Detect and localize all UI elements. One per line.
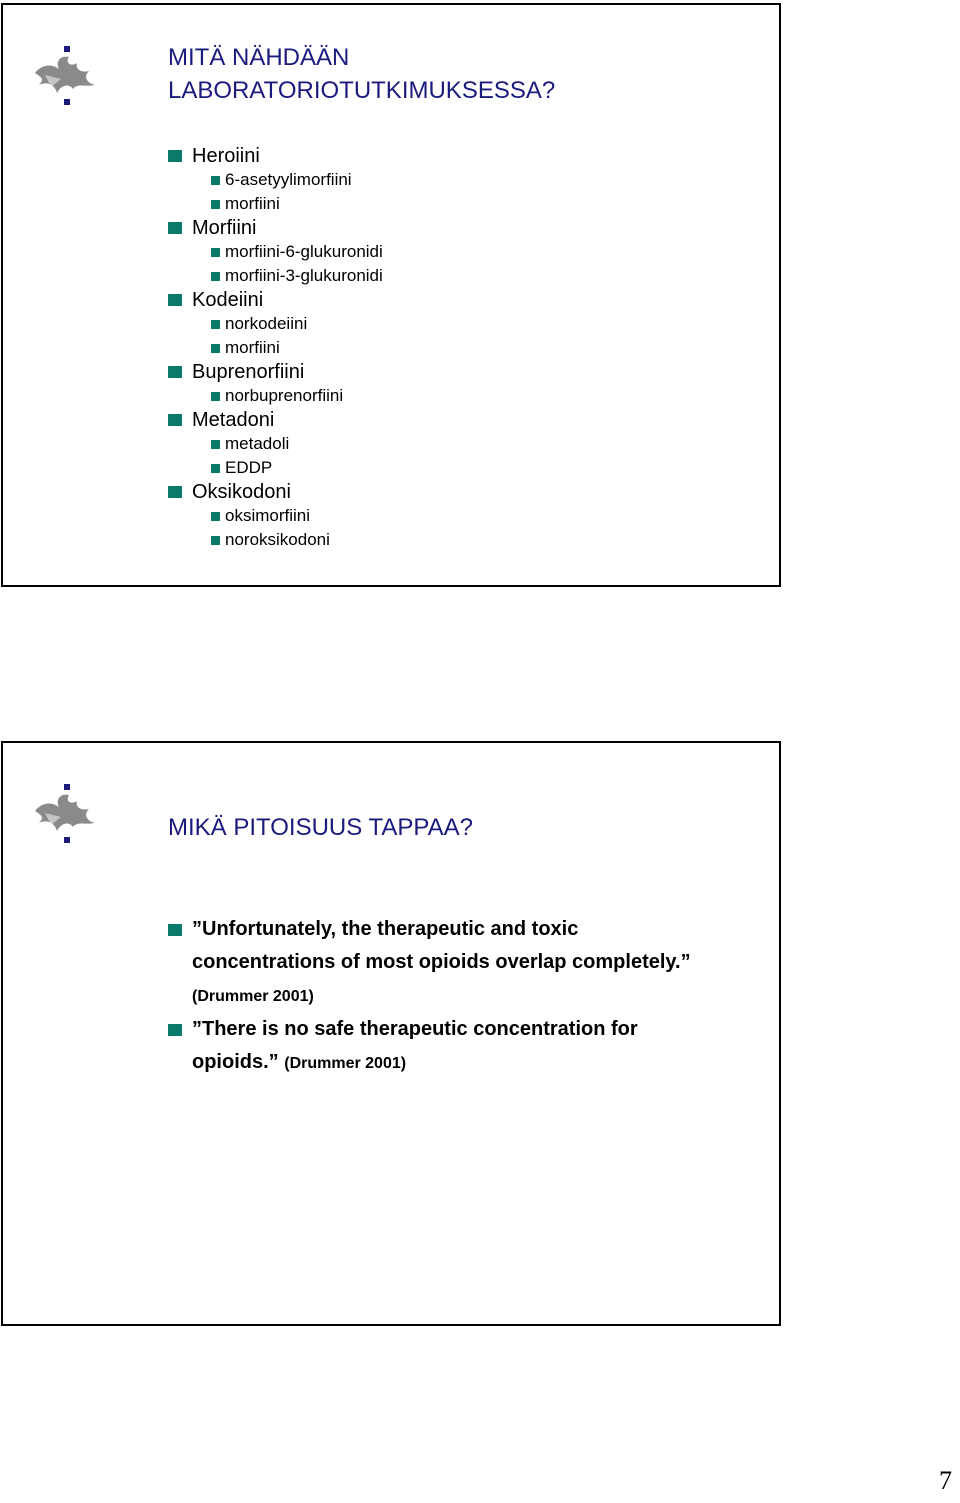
list-item: norbuprenorfiini <box>168 384 383 408</box>
list-item: morfiini <box>168 192 383 216</box>
bullet-square-icon <box>168 222 182 234</box>
list-item: 6-asetyylimorfiini <box>168 168 383 192</box>
list-item: morfiini-6-glukuronidi <box>168 240 383 264</box>
quote-list <box>168 913 748 1080</box>
quote-line: concentrations of most opioids overlap completely.” <box>192 951 691 973</box>
slide-2 <box>1 741 781 1326</box>
bullet-list <box>168 144 383 552</box>
university-flame-logo-icon <box>31 43 99 111</box>
bullet-square-icon <box>168 1024 182 1036</box>
quote-line: ”Unfortunately, the therapeutic and toxic <box>192 918 579 940</box>
bullet-square-icon <box>211 392 220 401</box>
university-flame-logo-icon <box>31 781 99 849</box>
bullet-square-icon <box>168 924 182 936</box>
quote-item <box>168 913 748 1013</box>
list-item: metadoli <box>168 432 383 456</box>
quote-item <box>168 1013 748 1080</box>
quote-line: opioids.” <box>192 1051 279 1073</box>
bullet-square-icon <box>211 344 220 353</box>
bullet-square-icon <box>211 176 220 185</box>
bullet-square-icon <box>168 150 182 162</box>
bullet-square-icon <box>168 366 182 378</box>
bullet-square-icon <box>168 294 182 306</box>
bullet-square-icon <box>211 272 220 281</box>
list-item: morfiini <box>168 336 383 360</box>
bullet-square-icon <box>211 248 220 257</box>
list-item: oksimorfiini <box>168 504 383 528</box>
slide-title: MITÄ NÄHDÄÄN LABORATORIOTUTKIMUKSESSA? <box>168 44 556 104</box>
bullet-square-icon <box>168 414 182 426</box>
list-item: Oksikodoni <box>168 480 383 504</box>
citation: (Drummer 2001) <box>284 1055 407 1072</box>
bullet-square-icon <box>211 440 220 449</box>
citation: (Drummer 2001) <box>192 988 314 1005</box>
list-item: norkodeiini <box>168 312 383 336</box>
bullet-square-icon <box>211 200 220 209</box>
bullet-square-icon <box>211 320 220 329</box>
quote-line: ”There is no safe therapeutic concentration for <box>192 1018 638 1040</box>
list-item: Heroiini <box>168 144 383 168</box>
list-item: Buprenorfiini <box>168 360 383 384</box>
bullet-square-icon <box>211 464 220 473</box>
list-item: EDDP <box>168 456 383 480</box>
list-item: noroksikodoni <box>168 528 383 552</box>
page-number: 7 <box>939 1466 952 1495</box>
bullet-square-icon <box>211 536 220 545</box>
bullet-square-icon <box>168 486 182 498</box>
list-item: Morfiini <box>168 216 383 240</box>
slide-title: MIKÄ PITOISUUS TAPPAA? <box>168 814 473 841</box>
bullet-square-icon <box>211 512 220 521</box>
list-item: morfiini-3-glukuronidi <box>168 264 383 288</box>
slide-1 <box>1 3 781 587</box>
list-item: Kodeiini <box>168 288 383 312</box>
list-item: Metadoni <box>168 408 383 432</box>
